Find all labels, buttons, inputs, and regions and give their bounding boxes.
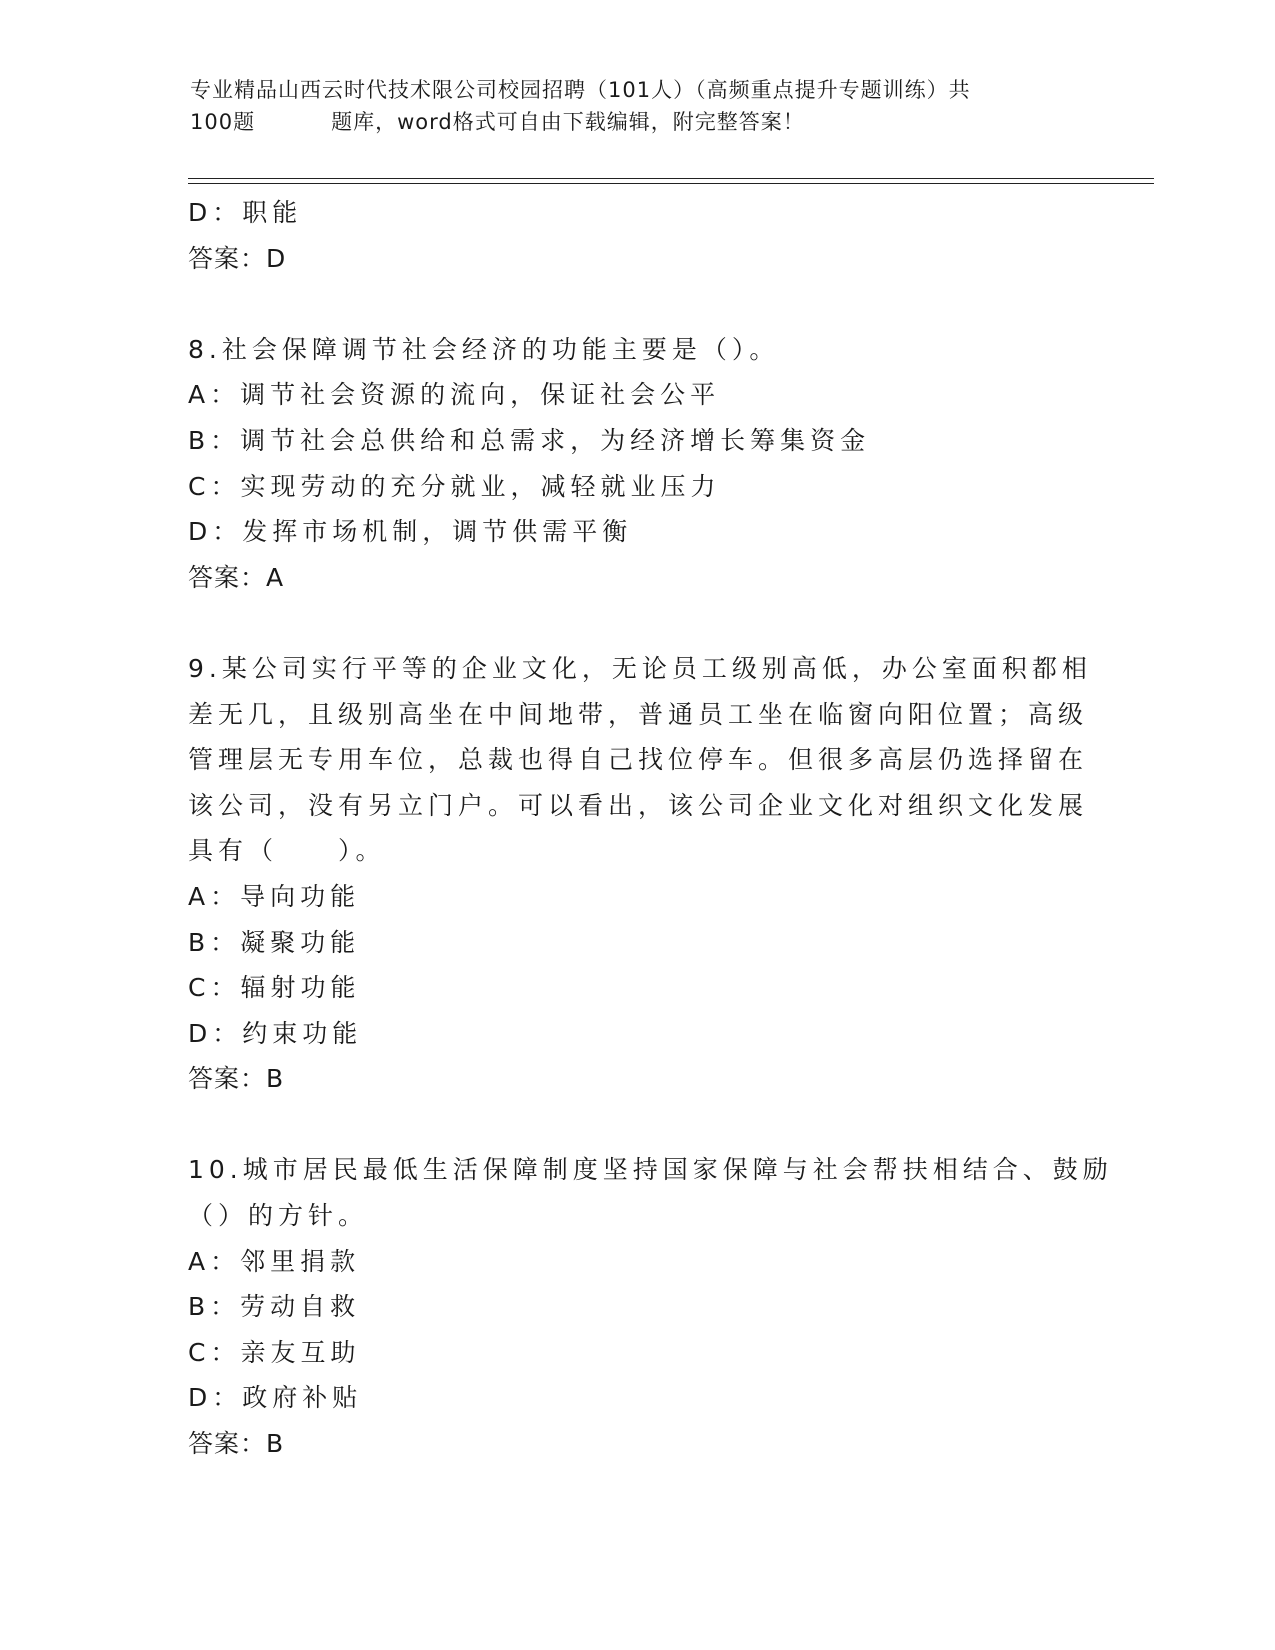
q9-stem-line: 管理层无专用车位，总裁也得自己找位停车。但很多高层仍选择留在 <box>188 745 1089 775</box>
q9-option-c: C：辐射功能 <box>188 973 361 1003</box>
prev-option-d: D：职能 <box>188 198 303 227</box>
q9-option-a: A：导向功能 <box>188 881 361 911</box>
q8-option-a: A：调节社会资源的流向，保证社会公平 <box>188 380 721 410</box>
q10-option-a: A：邻里捐款 <box>188 1246 361 1276</box>
q9-stem-line: 9.某公司实行平等的企业文化，无论员工级别高低，办公室面积都相 <box>188 653 1092 683</box>
q9-option-b: B：凝聚功能 <box>188 927 361 957</box>
header-description: 题库，word格式可自由下载编辑，附完整答案！ <box>331 110 805 134</box>
question-list <box>188 190 1113 1467</box>
prev-answer: 答案：D <box>188 243 287 273</box>
header-rule-top <box>188 178 1154 179</box>
q10-option-b: B：劳动自救 <box>188 1292 361 1322</box>
q9-stem-line: 该公司，没有另立门户。可以看出，该公司企业文化对组织文化发展 <box>188 790 1089 820</box>
q9-stem-line: 差无几，且级别高坐在中间地带，普通员工坐在临窗向阳位置；高级 <box>188 699 1089 729</box>
q10-stem-line: 10.城市居民最低生活保障制度坚持国家保障与社会帮扶相结合、鼓励 <box>188 1155 1113 1185</box>
q10-stem-line: （）的方针。 <box>188 1201 369 1231</box>
header-title-line2 <box>190 106 1090 138</box>
q8-answer: 答案：A <box>188 562 285 592</box>
q8-option-c: C：实现劳动的充分就业，减轻就业压力 <box>188 471 721 501</box>
q10-stem <box>188 1147 1113 1238</box>
header-count: 100题 <box>190 110 256 134</box>
q8-option-d: D：发挥市场机制，调节供需平衡 <box>188 517 633 547</box>
q9-stem-line: 具有（ ）。 <box>188 836 386 866</box>
q9-answer: 答案：B <box>188 1064 285 1094</box>
q10-option-c: C：亲友互助 <box>188 1337 361 1367</box>
q8-stem: 8.社会保障调节社会经济的功能主要是（）。 <box>188 334 780 364</box>
header-rule-bottom <box>188 183 1154 184</box>
q9-stem <box>188 646 1092 874</box>
page-header <box>190 74 1090 138</box>
q9-option-d: D：约束功能 <box>188 1018 363 1048</box>
q10-answer: 答案：B <box>188 1429 285 1459</box>
q8-option-b: B：调节社会总供给和总需求，为经济增长筹集资金 <box>188 425 871 455</box>
header-title-line1: 专业精品山西云时代技术限公司校园招聘（101人）（高频重点提升专题训练）共 <box>190 78 971 102</box>
q10-option-d: D：政府补贴 <box>188 1383 363 1413</box>
